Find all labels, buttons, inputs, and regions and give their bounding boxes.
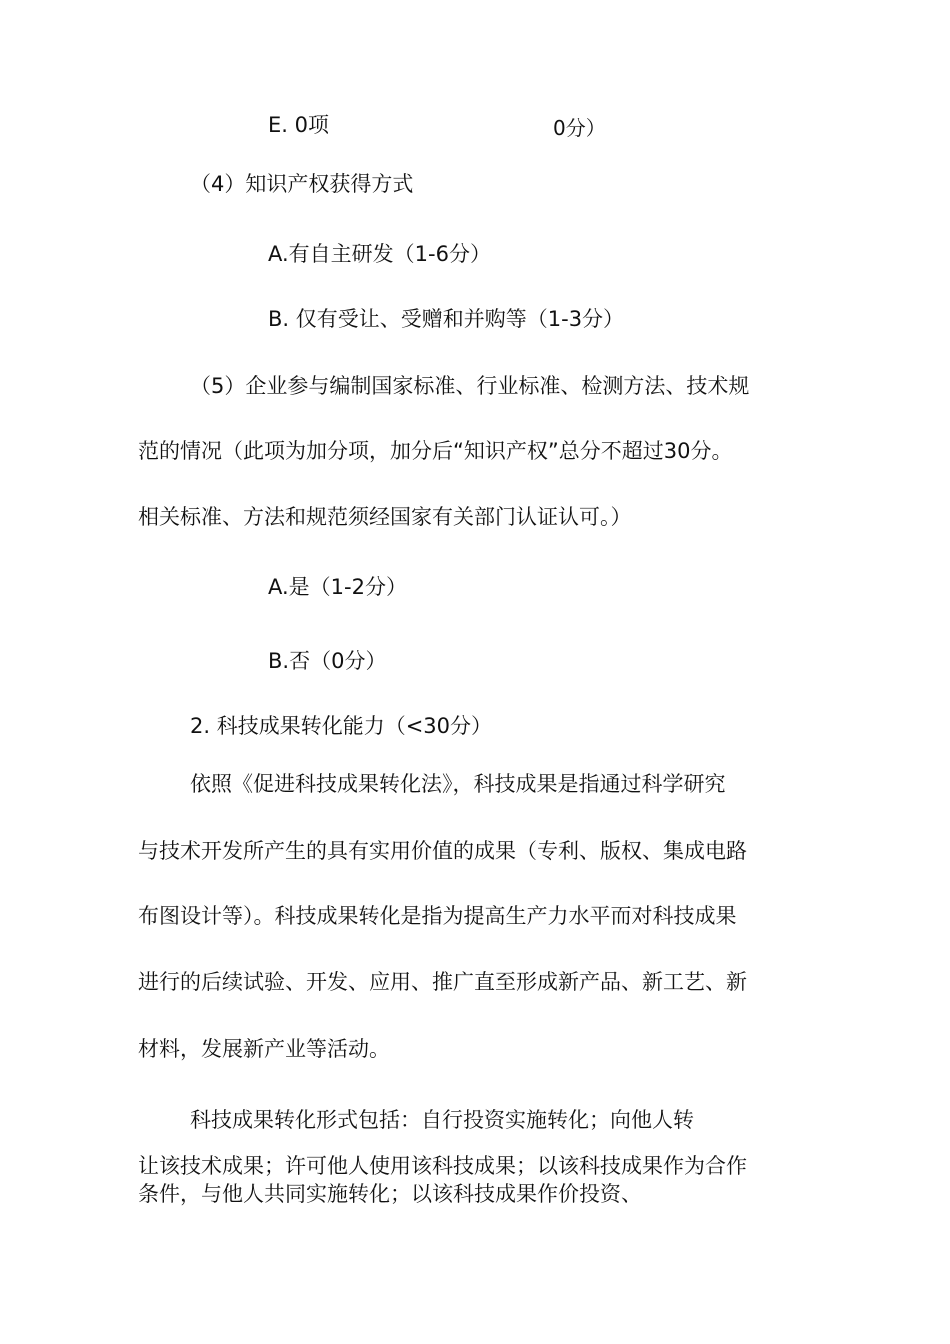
paragraph-1-line-4: 进行的后续试验、开发、应用、推广直至形成新产品、新工艺、新: [138, 970, 747, 994]
paragraph-2-line-3: 条件，与他人共同实施转化；以该科技成果作价投资、: [138, 1182, 642, 1206]
item-5-option-a: A.是（1-2分）: [268, 575, 407, 599]
paragraph-2-line-2: 让该技术成果；许可他人使用该科技成果；以该科技成果作为合作: [138, 1154, 747, 1178]
paragraph-1-line-3: 布图设计等）。科技成果转化是指为提高生产力水平而对科技成果: [138, 904, 737, 928]
item-4-option-b: B. 仅有受让、受赠和并购等（1-3分）: [268, 307, 625, 331]
item-5-line-2: 范的情况（此项为加分项，加分后“知识产权”总分不超过30分。: [138, 439, 733, 463]
item-4-title: （4）知识产权获得方式: [190, 172, 414, 196]
paragraph-2-line-1: 科技成果转化形式包括：自行投资实施转化；向他人转: [190, 1108, 694, 1132]
option-e-score: 0分）: [553, 116, 606, 140]
paragraph-1-line-5: 材料，发展新产业等活动。: [138, 1037, 390, 1061]
paragraph-1-line-1: 依照《促进科技成果转化法》，科技成果是指通过科学研究: [190, 772, 726, 796]
paragraph-1-line-2: 与技术开发所产生的具有实用价值的成果（专利、版权、集成电路: [138, 839, 747, 863]
section-2-title: 2. 科技成果转化能力（<30分）: [190, 714, 493, 738]
item-4-option-a: A.有自主研发（1-6分）: [268, 242, 491, 266]
option-e: E. 0项: [268, 113, 329, 137]
item-5-line-1: （5）企业参与编制国家标准、行业标准、检测方法、技术规: [190, 374, 750, 398]
item-5-option-b: B.否（0分）: [268, 649, 387, 673]
item-5-line-3: 相关标准、方法和规范须经国家有关部门认证认可。）: [138, 505, 632, 529]
